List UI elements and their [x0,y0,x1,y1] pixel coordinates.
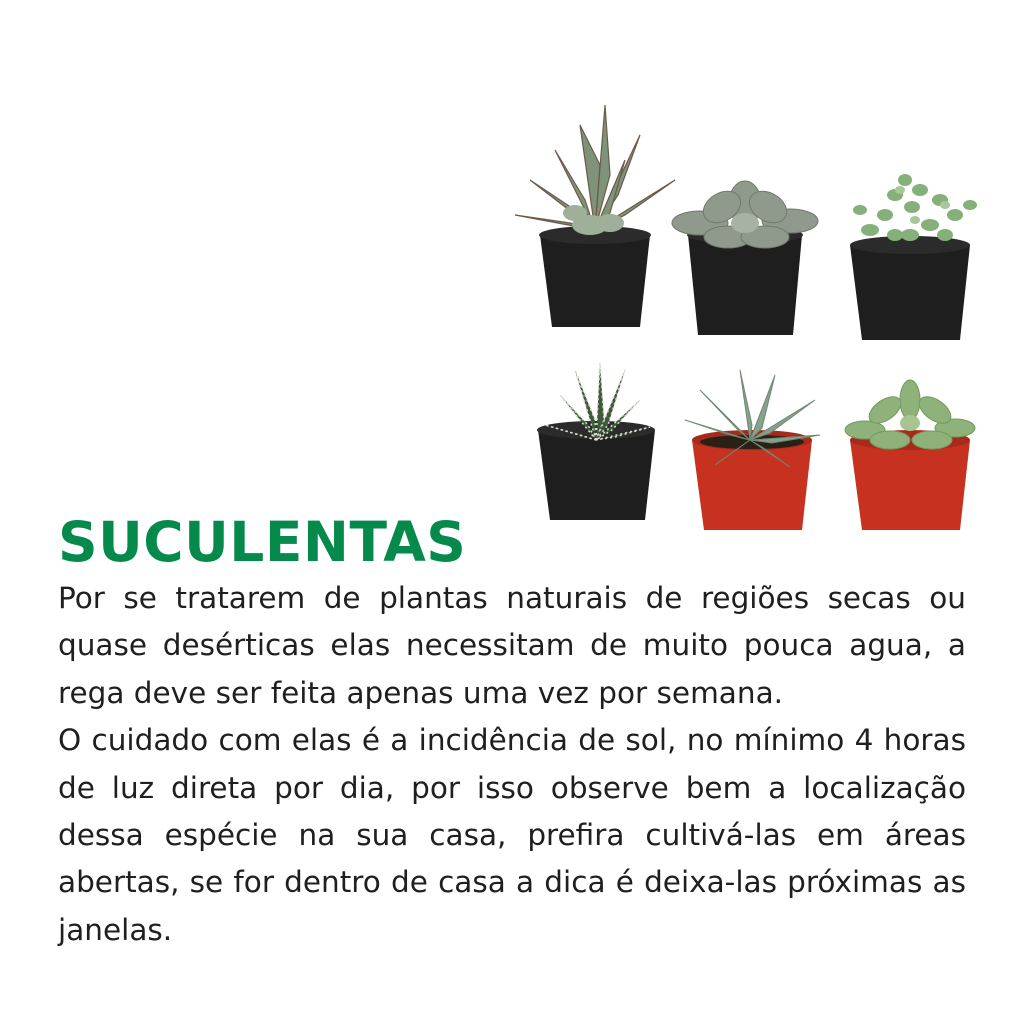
paragraph-watering: Por se tratarem de plantas naturais de regiões secas ou quase desérticas elas necessitam de muito pouca agua, a rega deve ser feita apenas uma vez por semana. [58,581,966,710]
green-echeveria-plant [845,380,975,530]
echeveria-plant [672,181,818,335]
page-title: SUCULENTAS [58,509,467,574]
paragraph-sunlight: O cuidado com elas é a incidência de sol, no mínimo 4 horas de luz direta por dia, por isso observe bem a localização dessa espécie na sua casa, prefira cultivá-las em áreas abertas, se for dentro de casa a dica é deixa-las próximas as janelas. [58,723,966,947]
care-description [58,575,966,954]
blue-echeveria-plant [685,370,820,530]
kalanchoe-plant [515,105,675,327]
haworthia-plant [537,363,655,520]
sedum-plant [850,174,977,340]
succulents-photo [500,95,990,545]
